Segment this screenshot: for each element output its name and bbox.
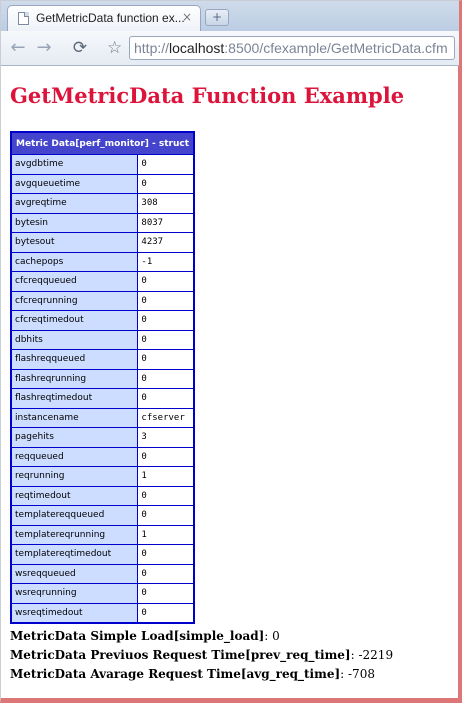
row-value: 4237 [138, 232, 193, 252]
row-value: 3 [138, 427, 193, 447]
page-icon [18, 12, 29, 25]
row-value: 308 [138, 193, 193, 213]
row-value: 1 [138, 525, 193, 545]
row-key[interactable]: flashreqrunning [12, 369, 138, 389]
page-title: GetMetricData Function Example [10, 83, 405, 108]
row-value: 0 [138, 447, 193, 467]
new-tab-button[interactable]: + [205, 9, 229, 26]
table-row [12, 174, 193, 194]
table-row [12, 564, 193, 584]
row-key[interactable]: avgdbtime [12, 154, 138, 174]
table-row [12, 408, 193, 428]
tab-title: GetMetricData function ex... [36, 11, 185, 25]
summary-line-avg-req-time [10, 665, 393, 684]
row-value: 0 [138, 349, 193, 369]
table-row [12, 154, 193, 174]
table-row [12, 271, 193, 291]
toolbar [1, 31, 459, 66]
url-path: :8500/cfexample/GetMetricData.cfm [224, 40, 448, 56]
row-value: 0 [138, 271, 193, 291]
row-value: 1 [138, 466, 193, 486]
table-row [12, 447, 193, 467]
url-text [134, 40, 448, 56]
page-content [1, 66, 459, 699]
row-key[interactable]: wsreqqueued [12, 564, 138, 584]
tab-active[interactable] [7, 5, 201, 31]
row-value: 8037 [138, 213, 193, 233]
table-row [12, 232, 193, 252]
dump-body [12, 154, 193, 622]
table-row [12, 583, 193, 603]
row-key[interactable]: cfcreqrunning [12, 291, 138, 311]
row-value: 0 [138, 544, 193, 564]
row-value: 0 [138, 583, 193, 603]
row-value: 0 [138, 486, 193, 506]
table-row [12, 427, 193, 447]
row-value: 0 [138, 564, 193, 584]
summary-value: : -708 [340, 667, 375, 681]
row-value: 0 [138, 369, 193, 389]
summary-label: MetricData Previuos Request Time[prev_req_time] [10, 648, 351, 662]
row-key[interactable]: bytesout [12, 232, 138, 252]
metric-data-dump-table [10, 131, 195, 624]
row-key[interactable]: templatereqtimedout [12, 544, 138, 564]
row-key[interactable]: pagehits [12, 427, 138, 447]
table-row [12, 525, 193, 545]
star-icon[interactable]: ☆ [107, 38, 123, 58]
row-key[interactable]: avgqueuetime [12, 174, 138, 194]
row-key[interactable]: reqqueued [12, 447, 138, 467]
summary-line-simple-load [10, 627, 393, 646]
row-value: 0 [138, 603, 193, 623]
tab-strip [1, 1, 459, 31]
row-key[interactable]: templatereqqueued [12, 505, 138, 525]
table-row [12, 252, 193, 272]
row-key[interactable]: wsreqtimedout [12, 603, 138, 623]
table-row [12, 544, 193, 564]
back-arrow-icon[interactable]: ← [10, 37, 26, 58]
url-host: localhost [169, 40, 225, 56]
row-value: 0 [138, 330, 193, 350]
summary-lines [10, 627, 393, 684]
table-row [12, 486, 193, 506]
row-key[interactable]: templatereqrunning [12, 525, 138, 545]
row-key[interactable]: wsreqrunning [12, 583, 138, 603]
row-value: -1 [138, 252, 193, 272]
table-row [12, 330, 193, 350]
row-value: 0 [138, 505, 193, 525]
row-key[interactable]: reqrunning [12, 466, 138, 486]
forward-arrow-icon[interactable]: → [36, 37, 52, 58]
table-row [12, 466, 193, 486]
table-row [12, 505, 193, 525]
row-value: 0 [138, 291, 193, 311]
row-value: 0 [138, 154, 193, 174]
row-key[interactable]: instancename [12, 408, 138, 428]
row-key[interactable]: cfcreqtimedout [12, 310, 138, 330]
summary-value: : -2219 [350, 648, 394, 662]
table-row [12, 369, 193, 389]
table-row [12, 349, 193, 369]
row-key[interactable]: cfcreqqueued [12, 271, 138, 291]
row-key[interactable]: reqtimedout [12, 486, 138, 506]
row-value: 0 [138, 310, 193, 330]
summary-value: : 0 [264, 629, 280, 643]
address-bar[interactable] [129, 36, 455, 60]
dump-header[interactable]: Metric Data[perf_monitor] - struct [12, 133, 193, 154]
dump-header-row [12, 133, 193, 154]
table-row [12, 310, 193, 330]
table-row [12, 603, 193, 623]
url-prefix: http:// [134, 40, 170, 56]
row-key[interactable]: flashreqqueued [12, 349, 138, 369]
row-key[interactable]: cachepops [12, 252, 138, 272]
tab-close-icon[interactable]: × [181, 10, 192, 24]
row-value: cfserver [138, 408, 193, 428]
summary-label: MetricData Simple Load[simple_load] [10, 629, 265, 643]
table-row [12, 213, 193, 233]
reload-icon[interactable]: ⟳ [72, 38, 88, 58]
summary-label: MetricData Avarage Request Time[avg_req_time] [10, 667, 341, 681]
summary-line-prev-req-time [10, 646, 393, 665]
row-key[interactable]: dbhits [12, 330, 138, 350]
row-key[interactable]: flashreqtimedout [12, 388, 138, 408]
table-row [12, 291, 193, 311]
table-row [12, 193, 193, 213]
table-row [12, 388, 193, 408]
row-value: 0 [138, 388, 193, 408]
row-key[interactable]: avgreqtime [12, 193, 138, 213]
row-value: 0 [138, 174, 193, 194]
row-key[interactable]: bytesin [12, 213, 138, 233]
